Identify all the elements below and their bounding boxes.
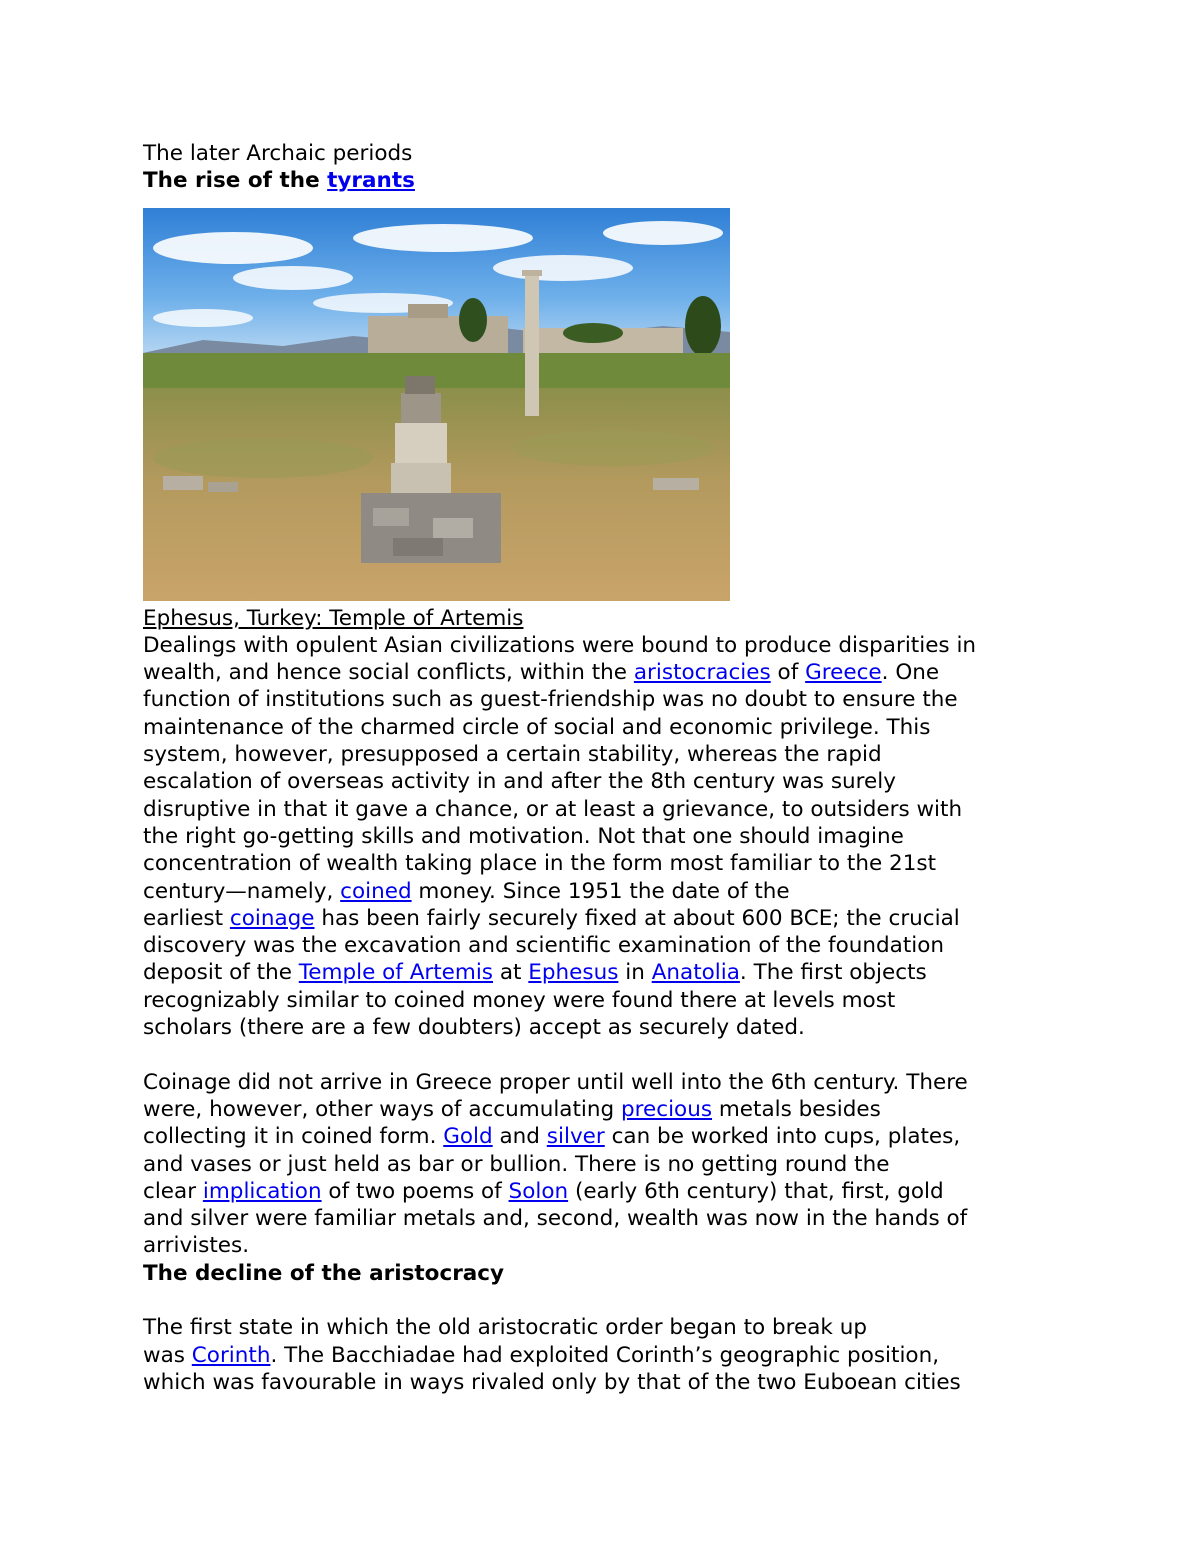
paragraph-line: [143, 959, 1063, 986]
section-heading: The later Archaic periods: [143, 141, 413, 166]
link-silver[interactable]: silver: [546, 1124, 605, 1150]
text-run: clear: [143, 1178, 203, 1204]
text-run: . The Bacchiadae had exploited Corinth’s geographic position,: [270, 1342, 940, 1368]
text-run: at: [493, 960, 529, 986]
paragraph-line: and silver were familiar metals and, second, wealth was now in the hands of: [143, 1206, 968, 1232]
paragraph-line: which was favourable in ways rivaled only by that of the two Euboean cities: [143, 1369, 961, 1395]
link-gold[interactable]: Gold: [443, 1124, 493, 1150]
paragraph-line: [143, 905, 1063, 932]
text-run: (early 6th century) that, first, gold: [568, 1178, 944, 1204]
photo-caption: Ephesus, Turkey: Temple of Artemis: [143, 605, 524, 631]
paragraph-line: maintenance of the charmed circle of social and economic privilege. This: [143, 714, 931, 740]
text-run: were, however, other ways of accumulating: [143, 1096, 621, 1122]
paragraph-line: [143, 1342, 1063, 1369]
text-run: . One: [881, 660, 940, 686]
link-corinth[interactable]: Corinth: [191, 1342, 271, 1368]
link-implication[interactable]: implication: [202, 1178, 322, 1204]
text-run: in: [618, 960, 652, 986]
text-run: . The first objects: [739, 960, 927, 986]
paragraph-line: and vases or just held as bar or bullion. There is no getting round the: [143, 1151, 890, 1177]
link-temple-of-artemis[interactable]: Temple of Artemis: [298, 960, 494, 986]
subsection-heading: [143, 167, 1063, 194]
paragraph-line: Dealings with opulent Asian civilizations were bound to produce disparities in: [143, 632, 977, 658]
paragraph-line: disruptive in that it gave a chance, or at least a grievance, to outsiders with: [143, 796, 963, 822]
text-run: and: [492, 1124, 547, 1150]
text-run: has been fairly securely fixed at about 600 BCE; the crucial: [314, 905, 960, 931]
link-ephesus[interactable]: Ephesus: [528, 960, 619, 986]
text-run: of two poems of: [321, 1178, 509, 1204]
link-solon[interactable]: Solon: [508, 1178, 569, 1204]
paragraph-line: [143, 1123, 1063, 1150]
paragraph-line: discovery was the excavation and scientific examination of the foundation: [143, 933, 945, 959]
paragraph-line: The first state in which the old aristocratic order began to break up: [143, 1315, 867, 1341]
text-run: metals besides: [712, 1096, 881, 1122]
paragraph-line: arrivistes.: [143, 1233, 250, 1259]
paragraph-line: Coinage did not arrive in Greece proper until well into the 6th century. There: [143, 1069, 968, 1095]
paragraph-line: escalation of overseas activity in and after the 8th century was surely: [143, 769, 896, 795]
text-run: deposit of the: [143, 960, 299, 986]
paragraph-line: [143, 878, 1063, 905]
text-run: was: [143, 1342, 192, 1368]
paragraph-line: concentration of wealth taking place in the form most familiar to the 21st: [143, 851, 937, 877]
paragraph-line: system, however, presupposed a certain stability, whereas the rapid: [143, 742, 882, 768]
section-heading-decline: The decline of the aristocracy: [143, 1260, 505, 1286]
paragraph-line: [143, 1178, 1063, 1205]
link-precious[interactable]: precious: [621, 1096, 713, 1122]
link-coinage[interactable]: coinage: [229, 905, 315, 931]
link-greece[interactable]: Greece: [805, 660, 882, 686]
paragraph-line: scholars (there are a few doubters) accept as securely dated.: [143, 1015, 805, 1041]
paragraph-spacer: [143, 1041, 1063, 1068]
document-body: [143, 140, 1063, 1396]
text-run: of: [770, 660, 806, 686]
link-tyrants[interactable]: tyrants: [327, 168, 415, 194]
link-anatolia[interactable]: Anatolia: [651, 960, 740, 986]
text-run: earliest: [143, 905, 230, 931]
text-run: century—namely,: [143, 878, 341, 904]
text-run: can be worked into cups, plates,: [604, 1124, 961, 1150]
text-run: money. Since 1951 the date of the: [411, 878, 790, 904]
paragraph-line: function of institutions such as guest-friendship was no doubt to ensure the: [143, 687, 958, 713]
subsection-heading-text: The rise of the: [143, 168, 328, 194]
temple-of-artemis-photo: [143, 208, 730, 601]
paragraph-line: [143, 659, 1063, 686]
paragraph-line: the right go-getting skills and motivation. Not that one should imagine: [143, 823, 904, 849]
paragraph-line: recognizably similar to coined money were found there at levels most: [143, 987, 896, 1013]
link-aristocracies[interactable]: aristocracies: [633, 660, 771, 686]
paragraph-line: [143, 1096, 1063, 1123]
link-coined[interactable]: coined: [340, 878, 412, 904]
text-run: collecting it in coined form.: [143, 1124, 444, 1150]
paragraph-spacer: [143, 1287, 1063, 1314]
text-run: wealth, and hence social conflicts, within the: [143, 660, 634, 686]
